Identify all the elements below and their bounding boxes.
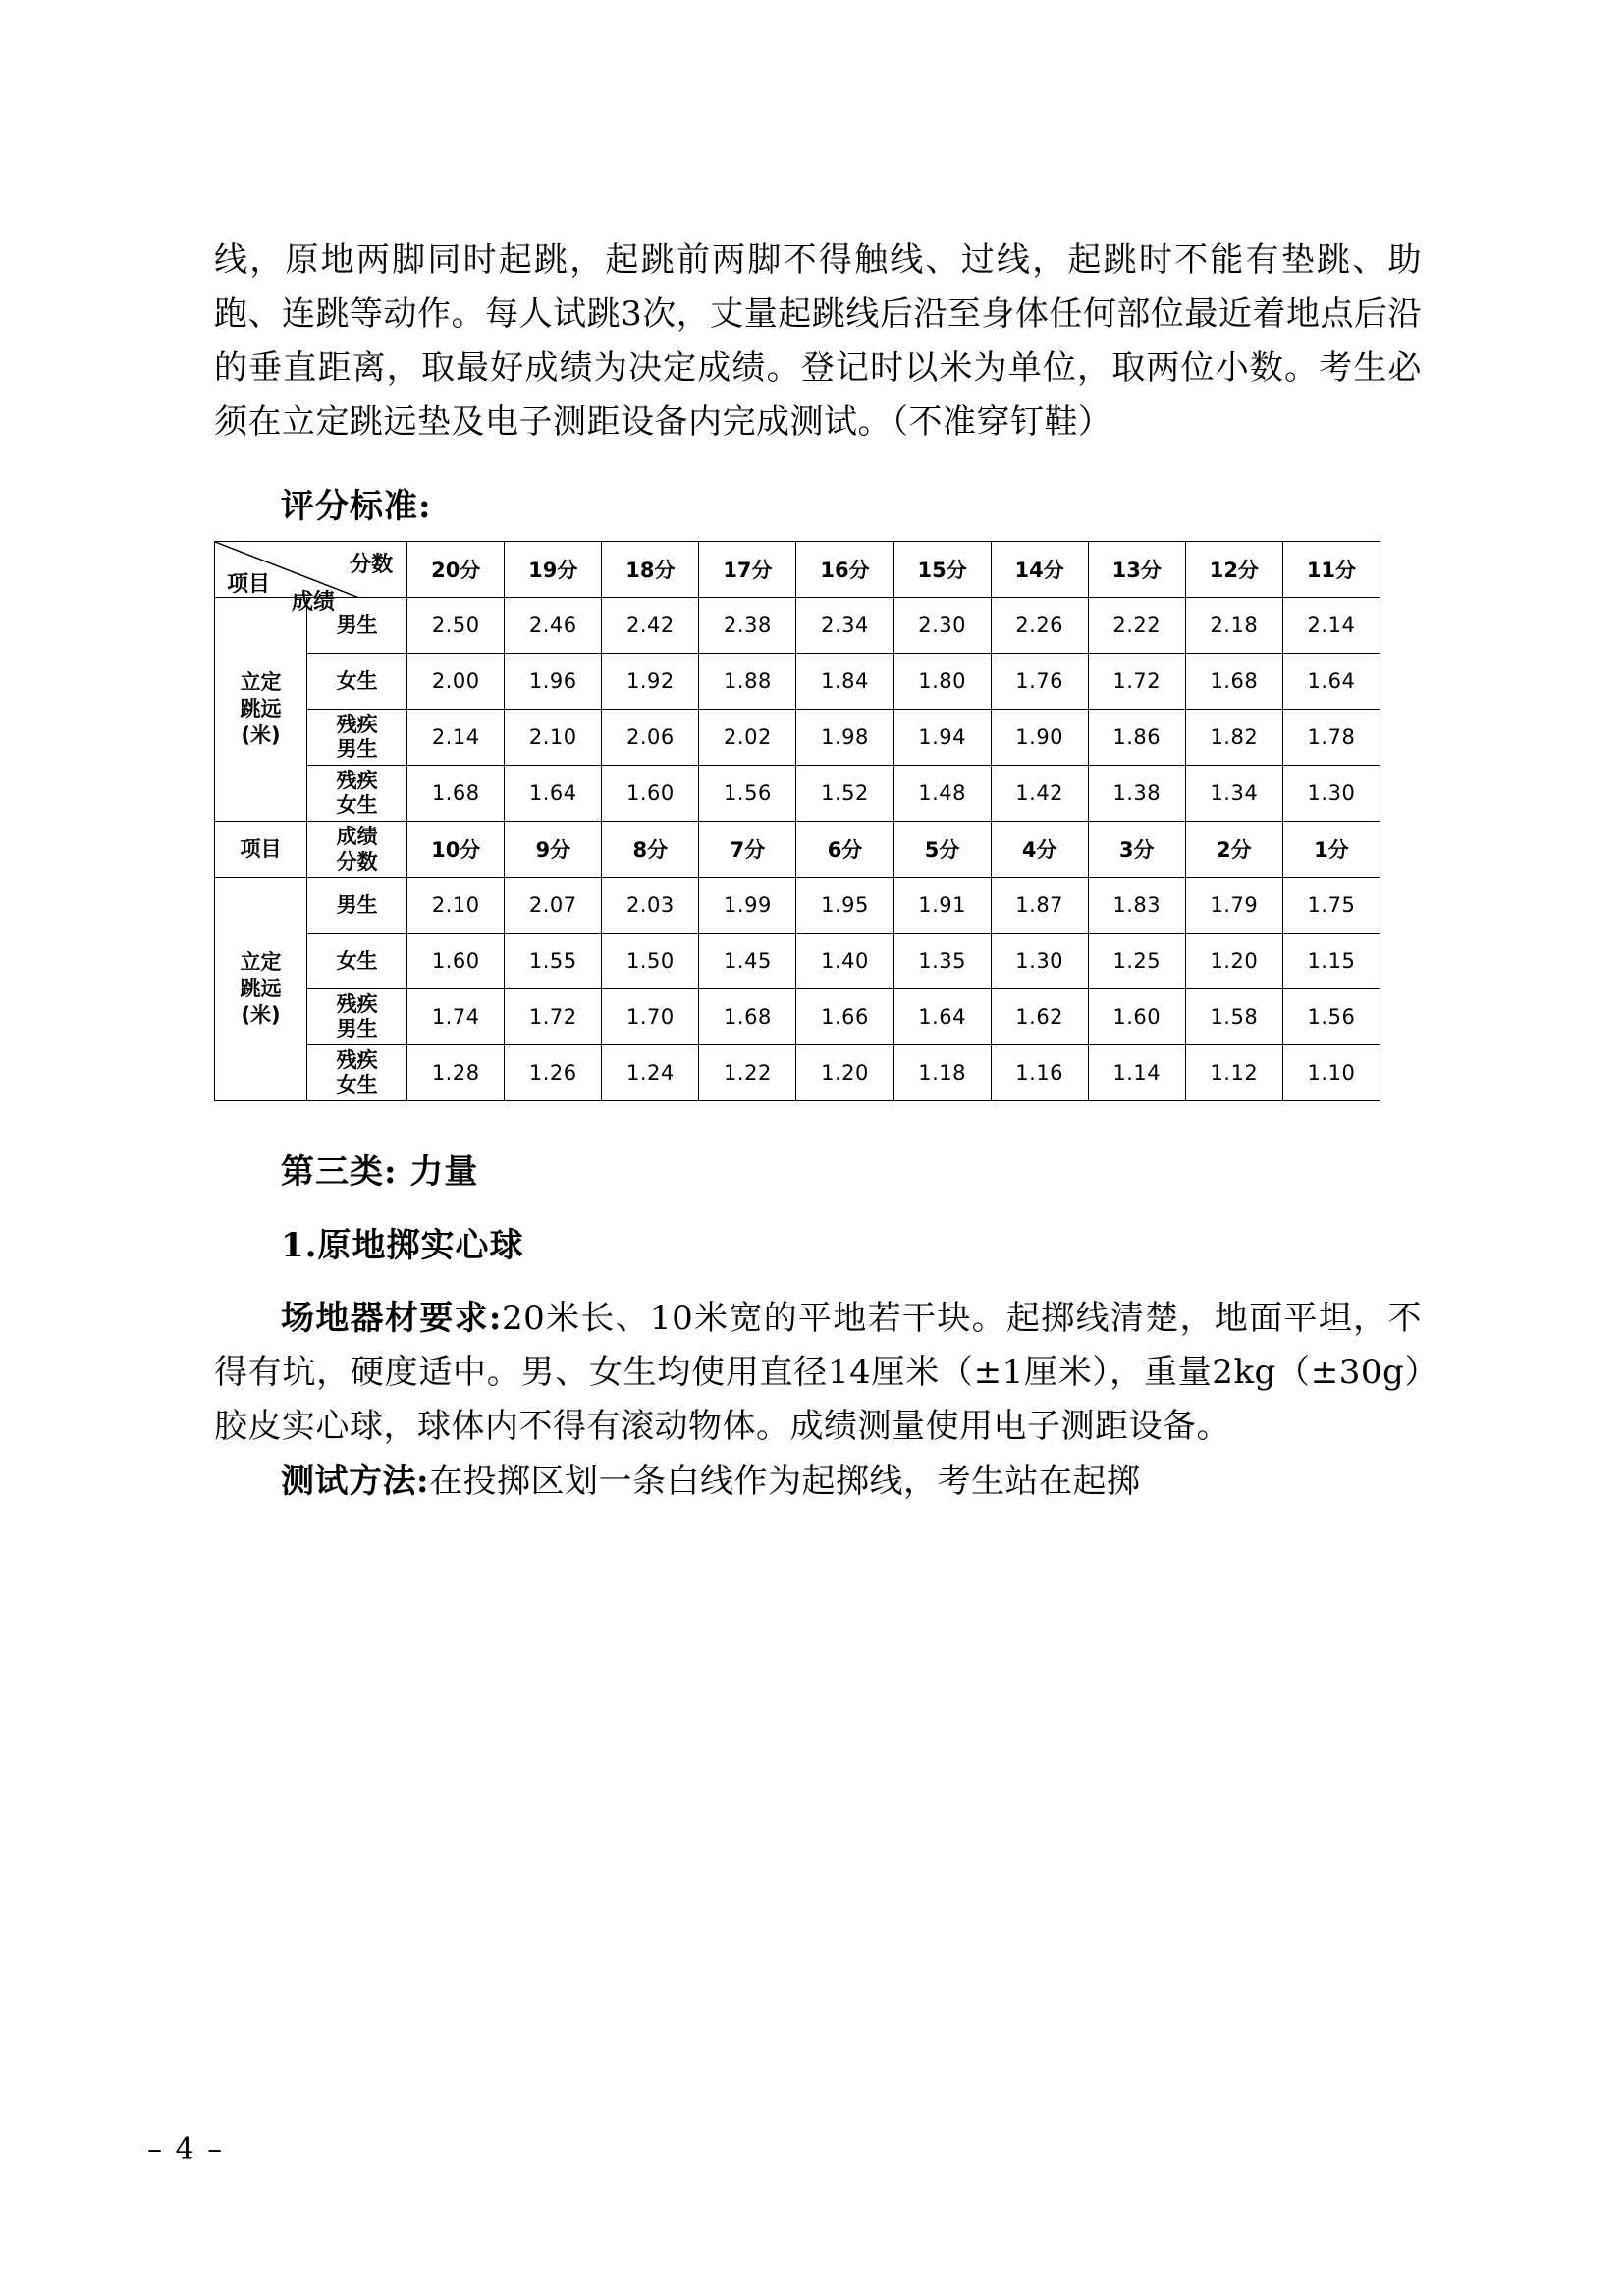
score-value: 2.18 bbox=[1185, 598, 1282, 654]
subject-line: 立定 bbox=[240, 669, 282, 694]
score-value: 1.35 bbox=[893, 934, 991, 989]
category-cell bbox=[307, 989, 407, 1045]
category-heading: 第三类: 力量 bbox=[281, 1152, 479, 1193]
score-value: 1.94 bbox=[893, 710, 991, 766]
corner-cell-1 bbox=[215, 542, 407, 615]
table-row bbox=[215, 598, 1380, 654]
score-value: 1.64 bbox=[505, 766, 602, 822]
score-value: 1.80 bbox=[893, 654, 991, 710]
corner-item-label: 项目 bbox=[227, 572, 271, 598]
subject-line: 跳远 bbox=[240, 977, 282, 1001]
score-value: 1.10 bbox=[1282, 1045, 1380, 1101]
score-value: 1.66 bbox=[796, 989, 893, 1045]
score-value: 1.48 bbox=[893, 766, 991, 822]
score-value: 1.86 bbox=[1088, 710, 1185, 766]
table-header-row-1 bbox=[215, 542, 1380, 598]
score-value: 1.99 bbox=[699, 878, 796, 934]
score-header: 19分 bbox=[505, 542, 602, 598]
score-value: 2.02 bbox=[699, 710, 796, 766]
score-value: 1.60 bbox=[407, 934, 505, 989]
category-cell bbox=[307, 1045, 407, 1101]
score-value: 1.78 bbox=[1282, 710, 1380, 766]
score-value: 1.62 bbox=[991, 989, 1088, 1045]
score-value: 2.30 bbox=[893, 598, 991, 654]
table-row bbox=[215, 766, 1380, 822]
score-value: 1.72 bbox=[1088, 654, 1185, 710]
score-value: 1.55 bbox=[505, 934, 602, 989]
score-header: 20分 bbox=[407, 542, 505, 598]
score-value: 1.20 bbox=[1185, 934, 1282, 989]
second-header-line: 成绩 bbox=[336, 825, 378, 849]
method-label: 测试方法: bbox=[281, 1461, 430, 1501]
spacer bbox=[214, 1266, 1422, 1292]
page-number: – 4 – bbox=[147, 2132, 225, 2166]
subject-cell-1 bbox=[215, 598, 307, 822]
score-value: 1.84 bbox=[796, 654, 893, 710]
score-value: 2.50 bbox=[407, 598, 505, 654]
score-value: 1.98 bbox=[796, 710, 893, 766]
score-header: 9分 bbox=[505, 822, 602, 878]
category-line: 残疾 bbox=[336, 1048, 378, 1073]
score-header: 13分 bbox=[1088, 542, 1185, 598]
score-value: 2.14 bbox=[407, 710, 505, 766]
score-value: 2.46 bbox=[505, 598, 602, 654]
subject-line: (米) bbox=[241, 723, 281, 748]
category-line: 女生 bbox=[336, 793, 378, 818]
score-value: 1.74 bbox=[407, 989, 505, 1045]
score-value: 1.34 bbox=[1185, 766, 1282, 822]
method-paragraph bbox=[214, 1455, 1422, 1509]
category-cell: 男生 bbox=[307, 598, 407, 654]
score-value: 1.96 bbox=[505, 654, 602, 710]
category-cell: 女生 bbox=[307, 654, 407, 710]
score-value: 1.25 bbox=[1088, 934, 1185, 989]
score-value: 2.03 bbox=[602, 878, 699, 934]
score-header: 4分 bbox=[991, 822, 1088, 878]
score-value: 1.14 bbox=[1088, 1045, 1185, 1101]
category-line: 残疾 bbox=[336, 713, 378, 737]
score-header: 3分 bbox=[1088, 822, 1185, 878]
score-value: 1.72 bbox=[505, 989, 602, 1045]
score-header: 18分 bbox=[602, 542, 699, 598]
score-value: 1.91 bbox=[893, 878, 991, 934]
venue-text: 20米长、10米宽的平地若干块。起掷线清楚，地面平坦，不得有坑，硬度适中。男、女生均使用直径14厘米（±1厘米），重量2kg（±30g）胶皮实心球，球体内不得有滚动物体。成绩测量使用电子测距设备。 bbox=[214, 1299, 1422, 1447]
second-result-score-label bbox=[307, 822, 407, 878]
score-value: 1.64 bbox=[1282, 654, 1380, 710]
score-value: 1.18 bbox=[893, 1045, 991, 1101]
score-value: 1.92 bbox=[602, 654, 699, 710]
score-value: 2.07 bbox=[505, 878, 602, 934]
score-value: 1.95 bbox=[796, 878, 893, 934]
score-value: 1.68 bbox=[1185, 654, 1282, 710]
score-value: 1.24 bbox=[602, 1045, 699, 1101]
table-row bbox=[215, 878, 1380, 934]
corner-result-label: 成绩 bbox=[292, 590, 336, 615]
score-header: 6分 bbox=[796, 822, 893, 878]
score-value: 1.26 bbox=[505, 1045, 602, 1101]
score-value: 2.10 bbox=[505, 710, 602, 766]
score-value: 1.82 bbox=[1185, 710, 1282, 766]
score-value: 1.16 bbox=[991, 1045, 1088, 1101]
score-value: 1.60 bbox=[602, 766, 699, 822]
score-header: 2分 bbox=[1185, 822, 1282, 878]
score-header: 15分 bbox=[893, 542, 991, 598]
score-value: 2.10 bbox=[407, 878, 505, 934]
score-value: 1.45 bbox=[699, 934, 796, 989]
score-value: 1.52 bbox=[796, 766, 893, 822]
score-value: 2.34 bbox=[796, 598, 893, 654]
second-header-line: 分数 bbox=[336, 850, 378, 875]
score-value: 1.50 bbox=[602, 934, 699, 989]
score-header: 14分 bbox=[991, 542, 1088, 598]
score-header: 11分 bbox=[1282, 542, 1380, 598]
score-value: 2.26 bbox=[991, 598, 1088, 654]
score-header: 16分 bbox=[796, 542, 893, 598]
score-value: 1.38 bbox=[1088, 766, 1185, 822]
score-header: 7分 bbox=[699, 822, 796, 878]
table-row bbox=[215, 710, 1380, 766]
score-header: 5分 bbox=[893, 822, 991, 878]
score-value: 1.40 bbox=[796, 934, 893, 989]
venue-paragraph bbox=[214, 1292, 1422, 1454]
score-value: 2.14 bbox=[1282, 598, 1380, 654]
score-standard-heading: 评分标准: bbox=[281, 487, 432, 527]
score-value: 1.90 bbox=[991, 710, 1088, 766]
score-value: 2.22 bbox=[1088, 598, 1185, 654]
table-row bbox=[215, 1045, 1380, 1101]
score-value: 1.20 bbox=[796, 1045, 893, 1101]
subject-line: 立定 bbox=[240, 949, 282, 974]
score-value: 1.12 bbox=[1185, 1045, 1282, 1101]
table-row bbox=[215, 654, 1380, 710]
page-content bbox=[214, 234, 1422, 1509]
score-value: 1.15 bbox=[1282, 934, 1380, 989]
corner-score-label: 分数 bbox=[350, 553, 394, 578]
category-line: 男生 bbox=[336, 1017, 378, 1041]
score-value: 1.88 bbox=[699, 654, 796, 710]
score-value: 1.28 bbox=[407, 1045, 505, 1101]
score-value: 1.75 bbox=[1282, 878, 1380, 934]
score-value: 1.76 bbox=[991, 654, 1088, 710]
score-value: 1.68 bbox=[407, 766, 505, 822]
spacer bbox=[214, 1193, 1422, 1218]
table-row bbox=[215, 934, 1380, 989]
score-value: 1.70 bbox=[602, 989, 699, 1045]
score-value: 2.00 bbox=[407, 654, 505, 710]
item-heading: 1.原地掷实心球 bbox=[281, 1226, 524, 1266]
method-text: 在投掷区划一条白线作为起掷线，考生站在起掷 bbox=[429, 1461, 1141, 1501]
category-line: 残疾 bbox=[336, 769, 378, 793]
score-value: 2.06 bbox=[602, 710, 699, 766]
category-cell bbox=[307, 710, 407, 766]
category-line: 残疾 bbox=[336, 992, 378, 1017]
second-item-label: 项目 bbox=[215, 822, 307, 878]
category-cell: 女生 bbox=[307, 934, 407, 989]
score-value: 1.30 bbox=[991, 934, 1088, 989]
category-cell bbox=[307, 766, 407, 822]
score-value: 1.64 bbox=[893, 989, 991, 1045]
subject-line: 跳远 bbox=[240, 697, 282, 721]
score-value: 1.42 bbox=[991, 766, 1088, 822]
score-header: 1分 bbox=[1282, 822, 1380, 878]
score-value: 1.30 bbox=[1282, 766, 1380, 822]
category-line: 女生 bbox=[336, 1073, 378, 1097]
score-value: 1.22 bbox=[699, 1045, 796, 1101]
subject-line: (米) bbox=[241, 1003, 281, 1028]
score-value: 1.79 bbox=[1185, 878, 1282, 934]
table-header-row-2 bbox=[215, 822, 1380, 878]
score-value: 1.56 bbox=[1282, 989, 1380, 1045]
score-header: 8分 bbox=[602, 822, 699, 878]
subject-cell-2 bbox=[215, 878, 307, 1101]
category-line: 男生 bbox=[336, 737, 378, 762]
score-value: 2.42 bbox=[602, 598, 699, 654]
score-value: 1.58 bbox=[1185, 989, 1282, 1045]
venue-label: 场地器材要求: bbox=[281, 1299, 502, 1339]
category-cell: 男生 bbox=[307, 878, 407, 934]
score-header: 12分 bbox=[1185, 542, 1282, 598]
score-value: 1.56 bbox=[699, 766, 796, 822]
score-header: 17分 bbox=[699, 542, 796, 598]
spacer bbox=[214, 1101, 1422, 1145]
table-row bbox=[215, 989, 1380, 1045]
score-value: 1.87 bbox=[991, 878, 1088, 934]
score-value: 1.83 bbox=[1088, 878, 1185, 934]
scoring-table bbox=[214, 541, 1380, 1101]
score-header: 10分 bbox=[407, 822, 505, 878]
score-value: 1.68 bbox=[699, 989, 796, 1045]
score-value: 2.38 bbox=[699, 598, 796, 654]
intro-paragraph: 线，原地两脚同时起跳，起跳前两脚不得触线、过线，起跳时不能有垫跳、助跑、连跳等动作。每人试跳3次，丈量起跳线后沿至身体任何部位最近着地点后沿的垂直距离，取最好成绩为决定成绩。登记时以米为单位，取两位小数。考生必须在立定跳远垫及电子测距设备内完成测试。（不准穿钉鞋） bbox=[214, 240, 1422, 443]
score-value: 1.60 bbox=[1088, 989, 1185, 1045]
